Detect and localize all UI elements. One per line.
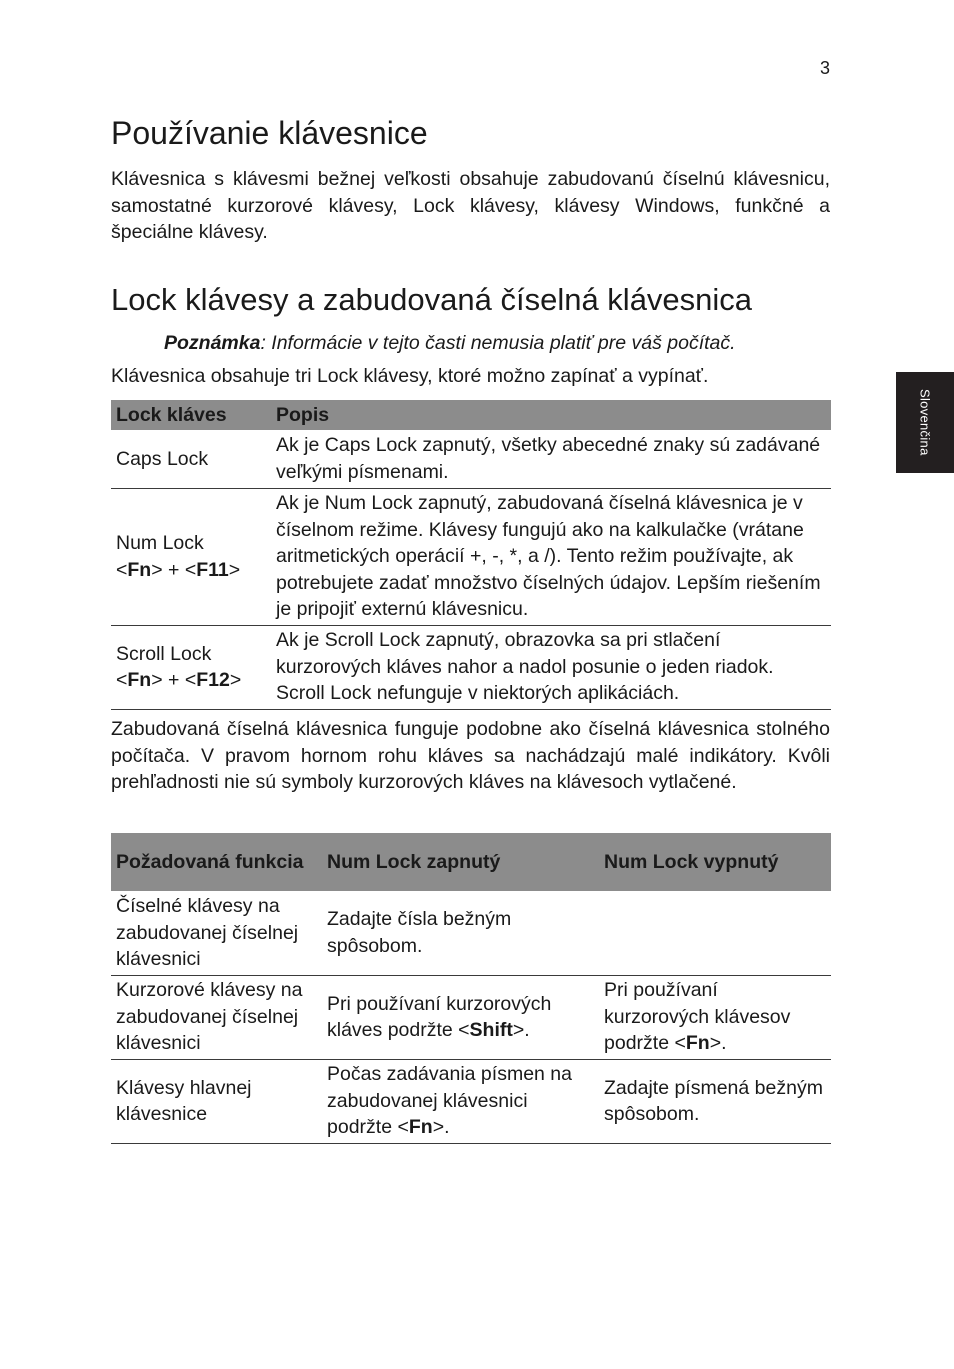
- numlock-off-cell: Zadajte písmená bežným spôsobom.: [599, 1059, 831, 1143]
- table-header-row: [111, 833, 831, 891]
- table-row: [111, 488, 831, 625]
- keypad-paragraph: Zabudovaná číselná klávesnica funguje podobne ako číselná klávesnica stolného počítača. V pravom hornom rohu kláves sa nachádzajú malé indikátory. Kvôli prehľadnosti nie sú symboly kurzorových kláves na klávesoch vytlačené.: [111, 718, 830, 793]
- fn-key: Fn: [127, 558, 152, 581]
- cell-text: Pri používaní kurzorových klávesov podržte <: [604, 979, 791, 1055]
- fn-key: Fn: [408, 1116, 433, 1139]
- note-label: Poznámka: [164, 332, 261, 354]
- function-cell: Klávesy hlavnej klávesnice: [111, 1059, 322, 1143]
- numlock-on-cell: [322, 975, 599, 1059]
- lock-keys-table: [111, 400, 831, 710]
- header-function: Požadovaná funkcia: [111, 833, 322, 891]
- lock-key-cell: Scroll Lock <Fn> + <F12>: [111, 625, 271, 709]
- numlock-on-cell: Zadajte čísla bežným spôsobom.: [322, 891, 599, 975]
- section-heading: Používanie klávesnice: [111, 115, 428, 151]
- lock-key-name: Scroll Lock: [116, 642, 212, 665]
- note-text: : Informácie v tejto časti nemusia platiť pre váš počítač.: [260, 332, 736, 354]
- lock-key-desc: Ak je Caps Lock zapnutý, všetky abecedné znaky sú zadávané veľkými písmenami.: [271, 430, 831, 488]
- table-row: [111, 430, 831, 488]
- f12-key: F12: [196, 669, 230, 691]
- language-tab: [896, 372, 954, 473]
- language-tab-label: Slovenčina: [917, 389, 933, 456]
- function-cell: Číselné klávesy na zabudovanej číselnej klávesnici: [111, 891, 322, 975]
- table-row: [111, 975, 831, 1059]
- table-row: [111, 891, 831, 975]
- subsection-heading: Lock klávesy a zabudovaná číselná klávesnica: [111, 282, 753, 317]
- cell-text: >.: [709, 1032, 727, 1055]
- table-row: [111, 1059, 831, 1143]
- note: [164, 330, 844, 357]
- table-row: [111, 625, 831, 709]
- header-description: Popis: [271, 400, 831, 430]
- cell-text: >.: [432, 1116, 450, 1139]
- table-header-row: [111, 400, 831, 430]
- lead-paragraph: Klávesnica obsahuje tri Lock klávesy, ktoré možno zapínať a vypínať.: [111, 365, 709, 387]
- lock-key-desc: Ak je Num Lock zapnutý, zabudovaná číselná klávesnica je v číselnom režime. Klávesy fungujú ako na kalkulačke (vrátane aritmetických operácií +, -, *, a /). Tento režim používajte, ak potrebujete zadať množstvo číselných údajov. Lepším riešením je pripojiť externú klávesnicu.: [271, 488, 831, 625]
- cell-text: >.: [512, 1019, 530, 1041]
- cell-text: Pri používaní kurzorových kláves podržte <: [327, 992, 552, 1041]
- lock-key-desc: Ak je Scroll Lock zapnutý, obrazovka sa pri stlačení kurzorových kláves nahor a nadol posunie o jeden riadok. Scroll Lock nefunguje v niektorých aplikáciách.: [271, 625, 831, 709]
- fn-key: Fn: [685, 1032, 710, 1055]
- numlock-off-cell: [599, 891, 831, 975]
- lock-key-name: Caps Lock: [111, 430, 271, 488]
- f11-key: F11: [196, 558, 229, 581]
- plus-sign: +: [168, 669, 180, 691]
- function-cell: Kurzorové klávesy na zabudovanej číselnej klávesnici: [111, 975, 322, 1059]
- intro-paragraph: Klávesnica s klávesmi bežnej veľkosti obsahuje zabudovanú číselnú klávesnicu, samostatné kurzorové klávesy, Lock klávesy, klávesy Windows, funkčné a špeciálne klávesy.: [111, 168, 830, 243]
- numlock-on-cell: [322, 1059, 599, 1143]
- page-number: 3: [819, 58, 830, 78]
- cell-text: Počas zadávania písmen na zabudovanej klávesnici podržte <: [327, 1063, 572, 1139]
- header-lock-key: Lock kláves: [111, 400, 271, 430]
- fn-key: Fn: [127, 669, 152, 691]
- header-numlock-off: Num Lock vypnutý: [599, 833, 831, 891]
- shift-key: Shift: [469, 1019, 513, 1041]
- numlock-off-cell: [599, 975, 831, 1059]
- function-table: [111, 833, 831, 1144]
- lock-key-cell: Num Lock <Fn> + <F11>: [111, 488, 271, 625]
- plus-sign: +: [168, 558, 180, 581]
- header-numlock-on: Num Lock zapnutý: [322, 833, 599, 891]
- lock-key-name: Num Lock: [116, 532, 204, 554]
